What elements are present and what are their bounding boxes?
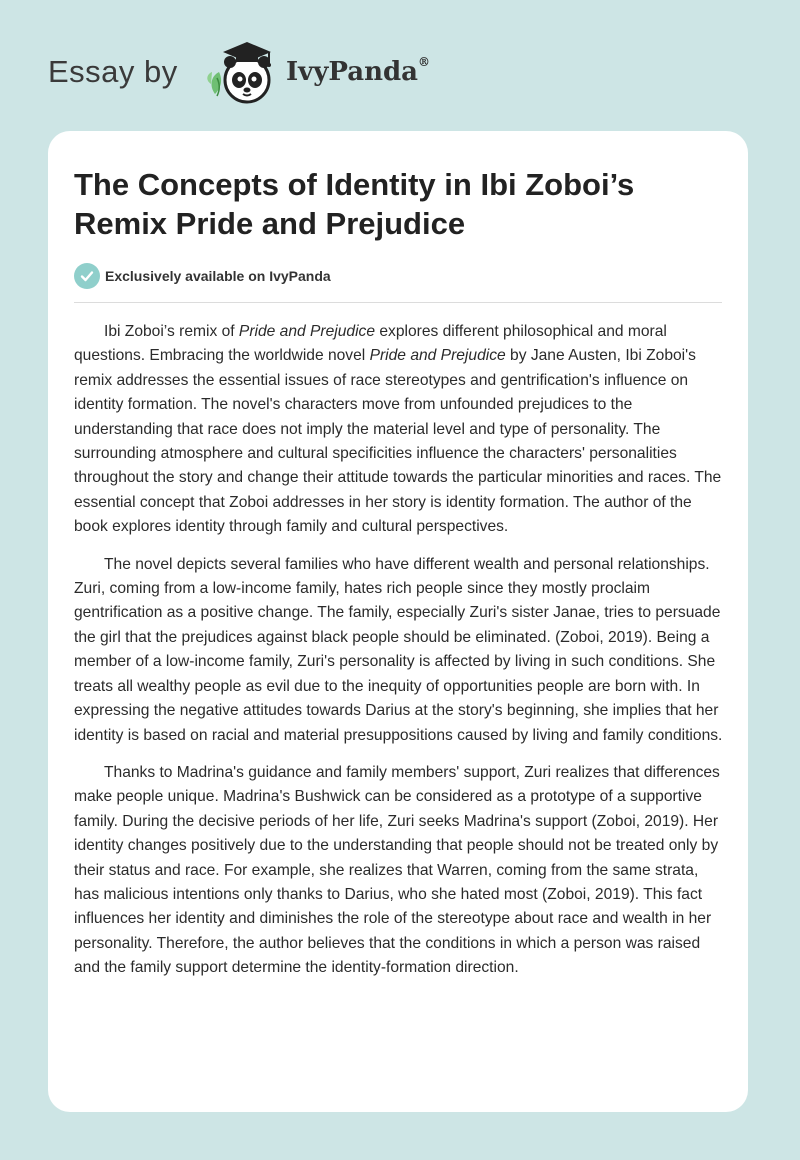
paragraph-text: explores different philosophical and moral questions. Embracing the worldwide novel [74,323,667,365]
paragraph-text: Ibi Zoboi’s remix of [104,323,239,340]
article-paragraph [74,553,724,748]
article-body [74,320,724,994]
divider [74,302,722,303]
article-paragraph [74,320,724,540]
registered-mark: ® [418,55,431,69]
exclusive-badge-label: Exclusively available on IvyPanda [105,268,331,284]
panda-logo-icon[interactable] [203,38,283,108]
paragraph-text: by Jane Austen, Ibi Zoboi's remix addresses the essential issues of race stereotypes and gentrification's influence on identity formation. The novel's characters move from unfounded prejudices to the understanding that race does not imply the material level and type of personality. The surrounding atmosphere and cultural specificities influence the characters' personalities throughout the story and change their attitude towards the particular minorities and races. The essential concept that Zoboi addresses in her story is identity formation. The author of the book explores identity through family and cultural perspectives. [74,347,722,536]
article-paragraph [74,761,724,981]
leaf-icon [207,72,221,96]
article-title: The Concepts of Identity in Ibi Zoboi’s Remix Pride and Prejudice [74,167,635,241]
exclusive-badge [74,263,331,289]
essay-by-label: Essay by [48,54,178,89]
article-card [48,131,748,1112]
brand-name-text: IvyPanda [286,57,419,87]
book-title-italic: Pride and Prejudice [238,323,376,340]
site-header [48,38,468,108]
checkmark-icon [74,263,100,289]
brand-name[interactable] [286,57,430,87]
book-title-italic: Pride and Prejudice [369,347,506,365]
paragraph-text: The novel depicts several families who have different wealth and personal relationships. Zuri, coming from a low-income family, hates rich people since they mostly proclaim gentrification as a positive change. The family, especially Zuri's sister Janae, tries to persuade the girl that the prejudices against black people should be eliminated. (Zoboi, 2019). Being a member of a low-income family, Zuri's personality is affected by living in such conditions. She treats all wealthy people as evil due to the inequity of opportunities people are born with. In expressing the negative attitudes towards Darius at the story's beginning, she implies that her identity is based on racial and material presuppositions caused by living and family conditions. [74,555,723,744]
paragraph-text: Thanks to Madrina's guidance and family members' support, Zuri realizes that differences make people unique. Madrina's Bushwick can be considered as a prototype of a supportive family. During the decisive periods of her life, Zuri seeks Madrina's support (Zoboi, 2019). Her identity changes positively due to the understanding that people should not be treated only by their status and race. For example, she realizes that Warren, coming from the same strata, has malicious intentions only thanks to Darius, who she hated most (Zoboi, 2019). This fact influences her identity and diminishes the role of the stereotype about race and wealth in her personality. Therefore, the author believes that the conditions in which a person was raised and the family support determine the identity-formation direction. [74,763,720,977]
